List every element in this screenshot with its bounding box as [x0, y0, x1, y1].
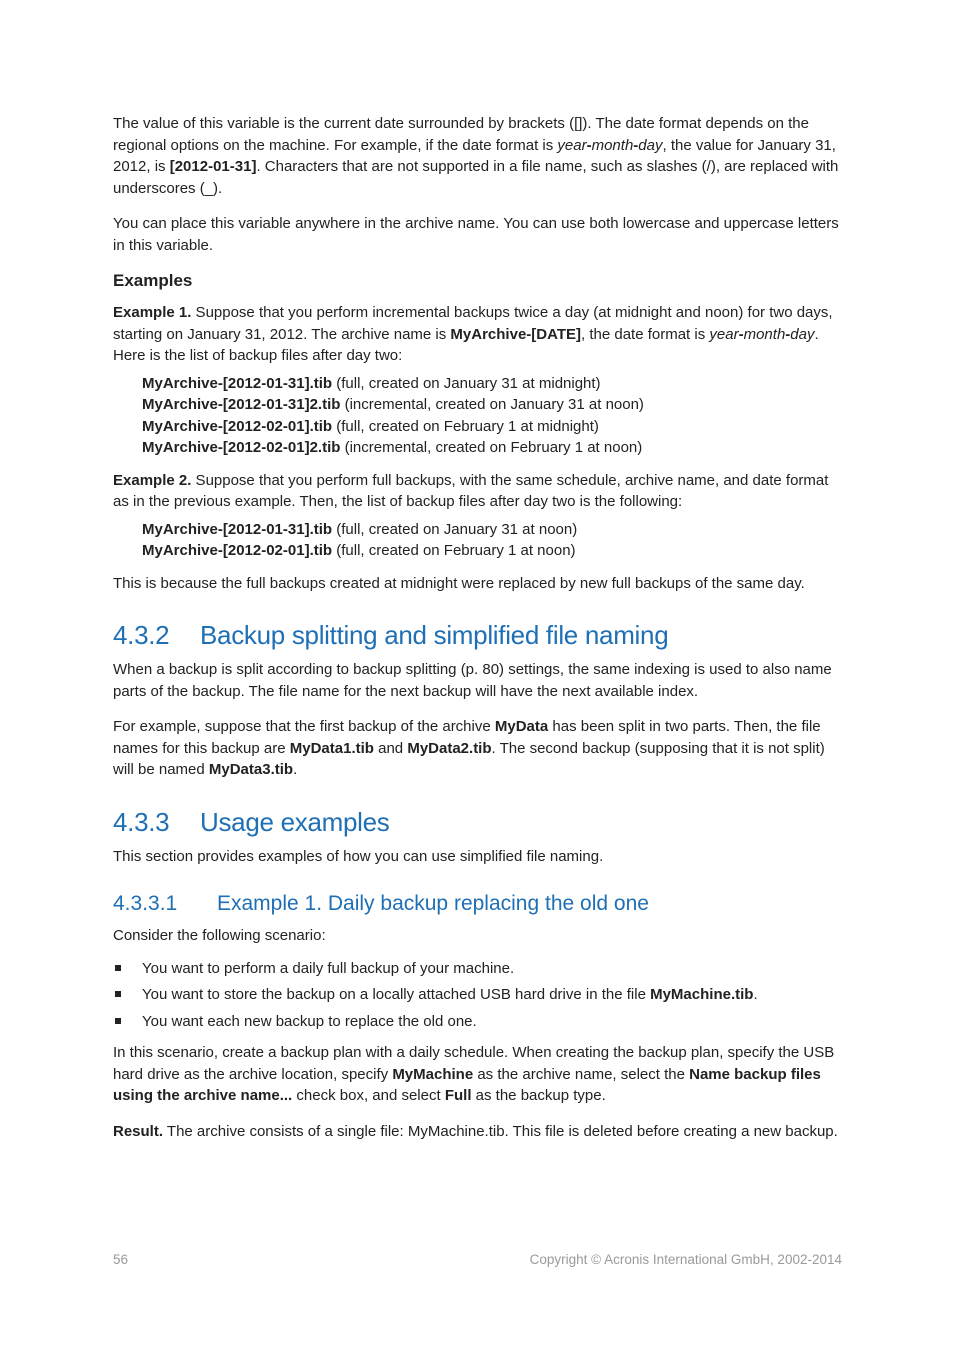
- file-list-item: MyArchive-[2012-02-01]2.tib (incremental, created on February 1 at noon): [142, 439, 643, 456]
- page-content: [113, 113, 842, 1156]
- section-4-3-2-paragraph-1: When a backup is split according to backup splitting (p. 80) settings, the same indexing is used to also name parts of the backup. The file name for the next backup will have the next available index.: [113, 661, 832, 700]
- list-item: You want each new backup to replace the old one.: [113, 1011, 842, 1033]
- list-item: You want to perform a daily full backup of your machine.: [113, 958, 842, 980]
- scenario-instructions: In this scenario, create a backup plan with a daily schedule. When creating the backup plan, specify the USB hard drive as the archive location, specify MyMachine as the archive name, select the Name backup files using the archive name... check box, and select Full as the backup type.: [113, 1044, 835, 1104]
- file-list-item: MyArchive-[2012-01-31].tib (full, created on January 31 at noon): [142, 520, 578, 538]
- file-list-item: MyArchive-[2012-02-01].tib (full, created on February 1 at noon): [142, 542, 576, 559]
- scenario-list: [113, 958, 842, 1033]
- section-heading-4-3-2: 4.3.2 Backup splitting and simplified file naming: [113, 620, 669, 650]
- example-1-paragraph: Example 1. Suppose that you perform incremental backups twice a day (at midnight and noon) for two days, starting on January 31, 2012. The archive name is MyArchive-[DATE], the date format is year-month-day. Here is the list of backup files after day two:: [113, 304, 833, 364]
- example-2-file-list: [142, 519, 842, 562]
- file-list-item: MyArchive-[2012-02-01].tib (full, created on February 1 at midnight): [142, 417, 599, 435]
- file-list-item: MyArchive-[2012-01-31]2.tib (incremental, created on January 31 at noon): [142, 396, 644, 413]
- square-bullet-icon: [115, 965, 121, 971]
- section-heading-4-3-3-1: 4.3.3.1 Example 1. Daily backup replacing the old one: [113, 892, 649, 915]
- file-list-item: MyArchive-[2012-01-31].tib (full, created on January 31 at midnight): [142, 374, 601, 392]
- intro-paragraph-1: The value of this variable is the current date surrounded by brackets ([]). The date format depends on the regional options on the machine. For example, if the date format is year-month-day, the value for January 31, 2012, is [2012-01-31]. Characters that are not supported in a file name, such as slashes (/), are replaced with underscores (_).: [113, 115, 839, 197]
- example-2-paragraph: Example 2. Suppose that you perform full backups, with the same schedule, archive name, and date format as in the previous example. Then, the list of backup files after day two is the following:: [113, 471, 829, 510]
- section-4-3-3-paragraph: This section provides examples of how you can use simplified file naming.: [113, 847, 604, 865]
- example-1-file-list: [142, 373, 842, 459]
- square-bullet-icon: [115, 991, 121, 997]
- scenario-result: Result. The archive consists of a single file: MyMachine.tib. This file is deleted before creating a new backup.: [113, 1122, 838, 1140]
- examples-conclusion: This is because the full backups created at midnight were replaced by new full backups of the same day.: [113, 574, 805, 592]
- section-heading-4-3-3: 4.3.3 Usage examples: [113, 806, 390, 837]
- examples-heading: Examples: [113, 271, 193, 290]
- page-number: 56: [113, 1252, 129, 1267]
- square-bullet-icon: [115, 1018, 121, 1024]
- copyright-notice: Copyright © Acronis International GmbH, 2002-2014: [529, 1252, 842, 1267]
- section-4-3-2-paragraph-2: For example, suppose that the first backup of the archive MyData has been split in two parts. Then, the file names for this backup are MyData1.tib and MyData2.tib. The second backup (supposing that it is not split) will be named MyData3.tib.: [113, 718, 825, 778]
- list-item: You want to store the backup on a locally attached USB hard drive in the file MyMachine.tib.: [113, 984, 842, 1006]
- intro-paragraph-2: You can place this variable anywhere in the archive name. You can use both lowercase and uppercase letters in this variable.: [113, 215, 839, 254]
- scenario-intro: Consider the following scenario:: [113, 927, 326, 944]
